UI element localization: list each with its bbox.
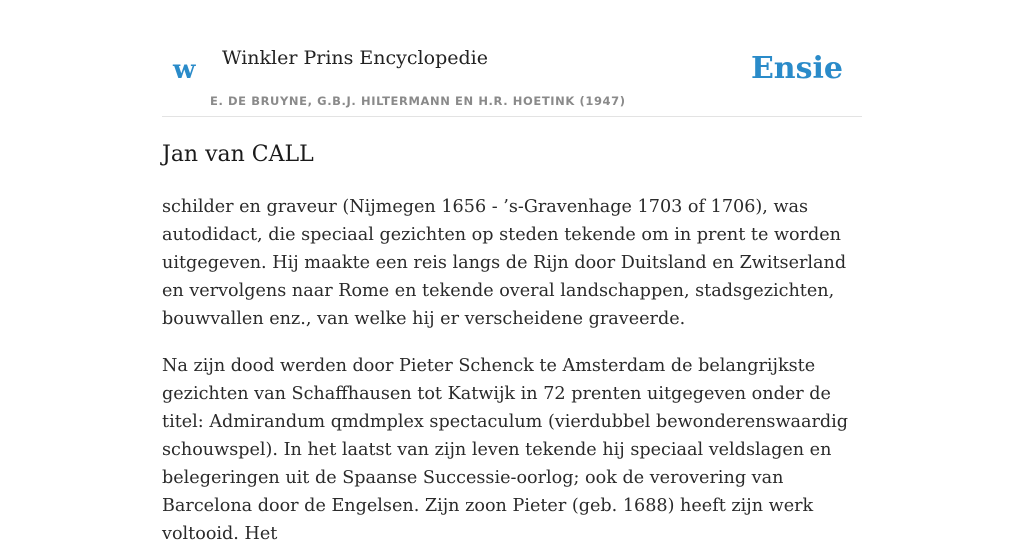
article-paragraph: Na zijn dood werden door Pieter Schenck te Amsterdam de belangrijkste gezichten van Schaffhausen tot Katwijk in 72 prenten uitgegeven onder de titel: Admirandum qmdmplex spectaculum (vierdubbel bewonderenswaardig schouwspel). In het laatst van zijn leven tekende hij speciaal veldslagen en belegeringen uit de Spaanse Successie-oorlog; ook de verovering van Barcelona door de Engelsen. Zijn zoon Pieter (geb. 1688) heeft zijn werk voltooid. Het — [162, 356, 849, 544]
article-paragraph: schilder en graveur (Nijmegen 1656 - ’s-Gravenhage 1703 of 1706), was autodidact, die speciaal gezichten op steden tekende om in prent te worden uitgegeven. Hij maakte een reis langs de Rijn door Duitsland en Zwitserland en vervolgens naar Rome en tekende overal landschappen, stadsgezichten, bouwvallen enz., van welke hij er verscheidene graveerde. — [162, 197, 847, 329]
ensie-logo[interactable]: Ensie — [750, 51, 843, 86]
source-title[interactable]: Winkler Prins Encyclopedie — [222, 47, 488, 69]
source-authors: E. DE BRUYNE, G.B.J. HILTERMANN EN H.R. HOETINK (1947) — [210, 94, 626, 108]
site-header — [162, 0, 862, 117]
article — [162, 140, 862, 548]
article-title: Jan van CALL — [162, 142, 314, 167]
winkler-prins-logo[interactable]: w — [173, 55, 196, 85]
